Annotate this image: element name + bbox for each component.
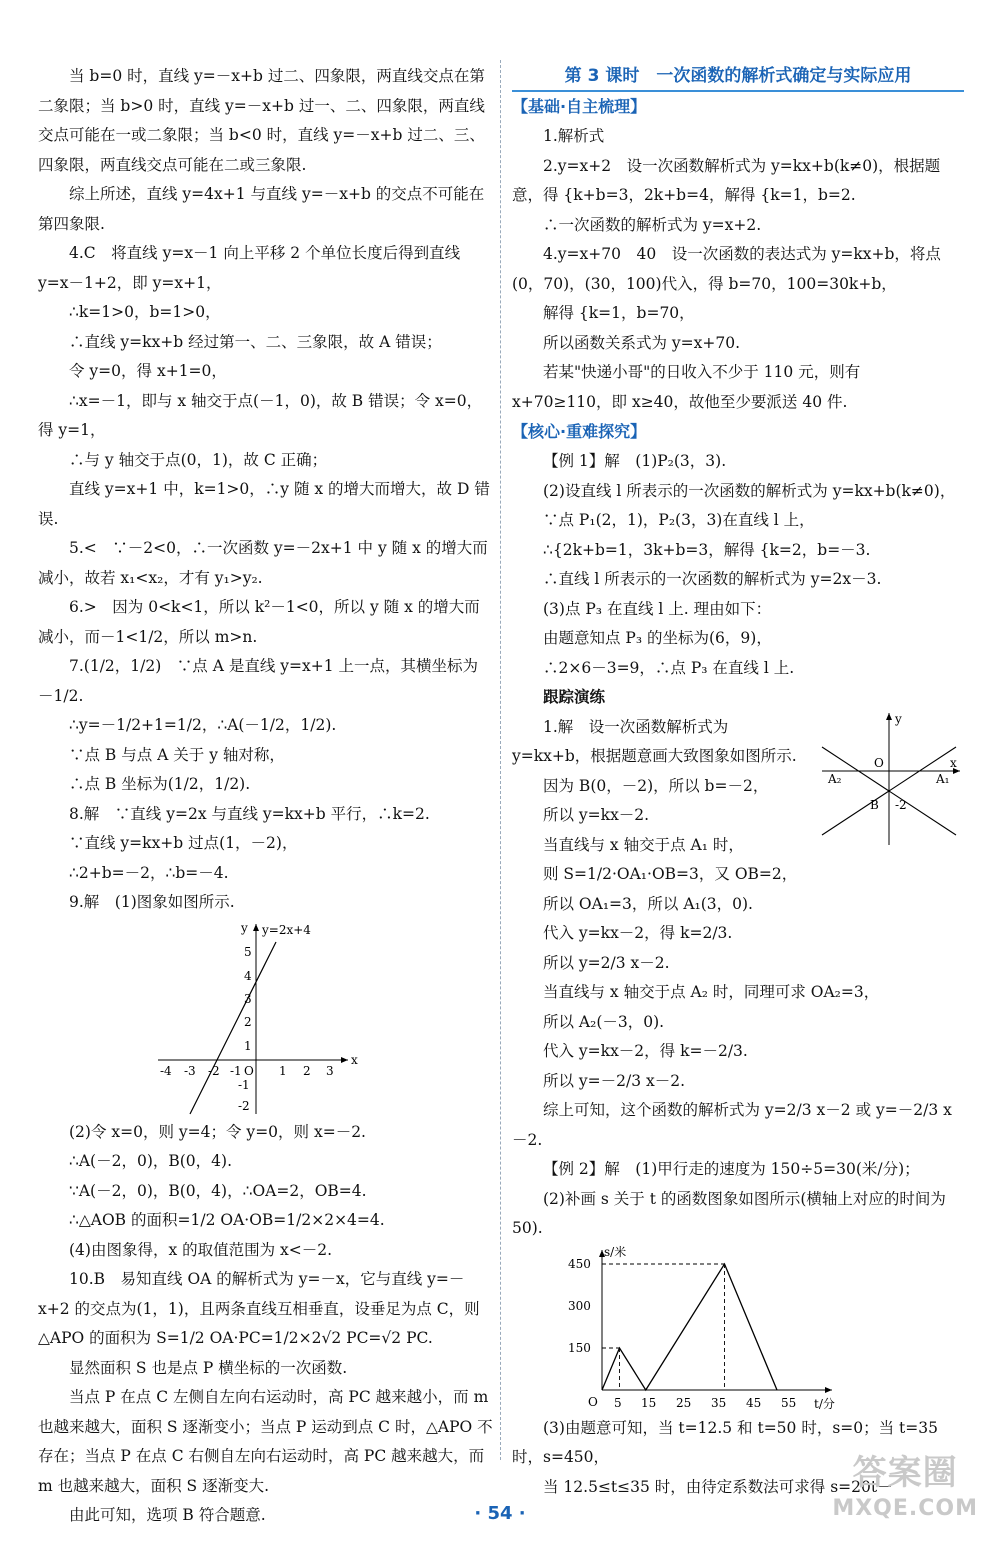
text-line: 则 S=1/2·OA₁·OB=3，又 OB=2， [543, 865, 798, 883]
answer-5: 5.< ∵－2<0，∴一次函数 y=－2x+1 中 y 随 x 的增大而减小，故若 x₁<x₂，才有 y₁>y₂. [38, 539, 488, 587]
text-line: 1.解析式 [543, 127, 605, 145]
text-line: 所以 A₂(－3，0). [543, 1012, 665, 1031]
text-line: 令 y=0，得 x+1=0， [69, 362, 227, 380]
track-block [512, 713, 964, 831]
text-line: ∴点 B 坐标为(1/2，1/2). [69, 775, 251, 793]
text-line: 当点 P 在点 C 左侧自左向右运动时，高 PC 越来越小，而 m 也越来越大，面积 S 逐渐变小；当点 P 运动到点 C 时，△APO 不存在；当点 P 在点 C 右侧自左向右运动时，高 PC 越来越大，而 m 也越来越大，面积 S 逐渐变大. [38, 1388, 493, 1495]
y-tick: 1 [244, 1038, 252, 1053]
x-tick: 5 [614, 1395, 622, 1410]
text-line: ∴x=－1，即与 x 轴交于点(－1，0)，故 B 错误；令 x=0，得 y=1， [38, 391, 483, 439]
answer-9: 9.解 (1)图象如图所示. [69, 893, 235, 911]
x-tick: 45 [746, 1395, 762, 1410]
origin-label: O [588, 1394, 598, 1409]
answer-10: 10.B 易知直线 OA 的解析式为 y=－x，它与直线 y=－x+2 的交点为(1，1)，且两条直线互相垂直，设垂足为点 C，则△APO 的面积为 S=1/2 OA·PC=1/2×2√2 PC=√2 PC. [38, 1270, 480, 1347]
x-tick: 25 [676, 1395, 692, 1410]
y-tick: 150 [568, 1340, 591, 1355]
text-line: 直线 y=x+1 中，k=1>0，∴y 随 x 的增大而增大，故 D 错误. [38, 480, 490, 528]
text-line: 所以 y=－2/3 x－2. [543, 1071, 686, 1090]
x-tick: 1 [279, 1063, 287, 1078]
text-line: 代入 y=kx－2，得 k=－2/3. [543, 1042, 748, 1060]
answer-7: 7.(1/2，1/2) ∵点 A 是直线 y=x+1 上一点，其横坐标为－1/2. [38, 657, 479, 705]
y-tick: 2 [244, 1014, 252, 1029]
text-line: ∵点 P₁(2，1)，P₂(3，3)在直线 l 上， [543, 511, 815, 529]
watermark-bottom: MXQE.COM [832, 1496, 978, 1521]
track-answer-1: 1.解 设一次函数解析式为 y=kx+b，根据题意画大致图象如图所示. [512, 717, 797, 765]
x-tick: 15 [641, 1395, 657, 1410]
text-line: 代入 y=kx－2，得 k=2/3. [543, 924, 733, 942]
line-label: y=2x+4 [262, 922, 311, 937]
axis-y-label: y [241, 920, 248, 935]
tracking-practice-heading: 跟踪演练 [543, 688, 606, 706]
x-tick: 3 [326, 1063, 334, 1078]
y-tick: 300 [568, 1298, 591, 1313]
text-line: 因为 B(0，－2)，所以 b=－2， [543, 776, 769, 795]
y-tick: 5 [244, 944, 252, 959]
graph-track [814, 709, 964, 849]
axis-y-label: y [895, 711, 902, 726]
text-line: ∴k=1>0，b=1>0， [69, 303, 221, 321]
text-line: 当直线与 x 轴交于点 A₁ 时， [543, 835, 744, 854]
text-line: (2)补画 s 关于 t 的函数图象如图所示(横轴上对应的时间为 50). [512, 1189, 946, 1237]
text-line: 综上所述，直线 y=4x+1 与直线 y=－x+b 的交点不可能在第四象限. [38, 185, 485, 233]
text-line: 当直线与 x 轴交于点 A₂ 时，同理可求 OA₂=3， [543, 983, 880, 1001]
text-line: ∴2×6－3=9，∴点 P₃ 在直线 l 上. [543, 658, 795, 677]
lesson-title: 第 3 课时 一次函数的解析式确定与实际应用 [512, 62, 964, 92]
text-line: 由题意知点 P₃ 的坐标为(6，9)， [543, 629, 772, 647]
text-line: 当 b=0 时，直线 y=－x+b 过二、四象限，两直线交点在第二象限；当 b>0 时，直线 y=－x+b 过一、二、四象限，两直线交点可能在一或二象限；当 b<0 时，直线 y=－x+b 过二、三、四象限，两直线交点可能在二或三象限. [38, 67, 485, 174]
text-line: 4.y=x+70 40 设一次函数的表达式为 y=kx+b，将点(0，70)，(30，100)代入，得 b=70，100=30k+b， [512, 245, 941, 293]
text-line: 解得 {k=1，b=70， [543, 304, 695, 322]
text-line: ∴△AOB 的面积=1/2 OA·OB=1/2×2×4=4. [69, 1211, 385, 1229]
text-line: ∴{2k+b=1，3k+b=3，解得 {k=2，b=－3. [543, 540, 871, 559]
text-line: 所以 y=2/3 x－2. [543, 953, 670, 972]
watermark-top: 答案圈 [852, 1453, 958, 1493]
y-tick: -2 [238, 1098, 250, 1113]
text-line: 由此可知，选项 B 符合题意. [69, 1506, 266, 1524]
text-line: ∴直线 y=kx+b 经过第一、二、三象限，故 A 错误； [69, 332, 442, 351]
text-line: 所以函数关系式为 y=x+70. [543, 333, 741, 352]
x-tick: 55 [781, 1395, 797, 1410]
s-t-graph-line [602, 1264, 777, 1390]
text-line: ∴2+b=－2，∴b=－4. [69, 863, 229, 882]
watermark [832, 1455, 978, 1527]
axis-x-label: t/分 [814, 1396, 835, 1411]
point-a1-label: A₁ [936, 771, 950, 786]
text-line: (3)由题意可知，当 t=12.5 和 t=50 时，s=0；当 t=35 时，s=450， [512, 1418, 939, 1466]
example-2: 【例 2】解 (1)甲行走的速度为 150÷5=30(米/分)； [543, 1160, 920, 1178]
text-line: (2)令 x=0，则 y=4；令 y=0，则 x=－2. [69, 1122, 366, 1141]
text-line: 所以 OA₁=3，所以 A₁(3，0). [543, 894, 753, 913]
y-tick: 4 [244, 968, 252, 983]
column-divider [500, 60, 501, 1460]
axis-x-label: x [950, 755, 957, 770]
x-tick: -3 [184, 1063, 196, 1078]
origin-label: O [874, 755, 884, 770]
b-value-label: -2 [895, 797, 907, 812]
text-line: ∴与 y 轴交于点(0，1)，故 C 正确； [69, 450, 328, 469]
y-tick: 3 [244, 991, 252, 1006]
x-tick: -2 [208, 1063, 220, 1078]
x-tick: -1 [230, 1063, 242, 1078]
text-line: (2)设直线 l 所表示的一次函数的解析式为 y=kx+b(k≠0)， [543, 481, 956, 500]
page-number: · 54 · [474, 1503, 526, 1524]
example-1: 【例 1】解 (1)P₂(3，3). [543, 452, 727, 470]
graph-9 [148, 918, 378, 1118]
text-line: ∵直线 y=kx+b 过点(1，－2)， [69, 834, 298, 852]
text-line: 显然面积 S 也是点 P 横坐标的一次函数. [69, 1358, 348, 1377]
x-tick: 2 [303, 1063, 311, 1078]
text-line: ∴一次函数的解析式为 y=x+2. [543, 215, 762, 234]
graph-example-2 [552, 1244, 852, 1414]
left-column [38, 62, 493, 1531]
y-tick: 450 [568, 1256, 591, 1271]
text-line: (3)点 P₃ 在直线 l 上. 理由如下： [543, 599, 772, 618]
text-line: ∴y=－1/2+1=1/2，∴A(－1/2，1/2). [69, 716, 337, 734]
answer-6: 6.> 因为 0<k<1，所以 k²－1<0，所以 y 随 x 的增大而减小，而－1<1/2，所以 m>n. [38, 598, 480, 646]
answer-4: 4.C 将直线 y=x－1 向上平移 2 个单位长度后得到直线 y=x－1+2，即 y=x+1， [38, 244, 461, 292]
answer-8: 8.解 ∵直线 y=2x 与直线 y=kx+b 平行，∴k=2. [69, 804, 430, 823]
text-line: 2.y=x+2 设一次函数解析式为 y=kx+b(k≠0)，根据题意，得 {k+b=3，2k+b=4，解得 {k=1，b=2. [512, 156, 941, 204]
point-b-label: B [870, 797, 879, 812]
x-tick: -4 [160, 1063, 172, 1078]
text-line: 若某"快递小哥"的日收入不少于 110 元，则有 x+70≥110，即 x≥40，故他至少要派送 40 件. [512, 363, 861, 411]
axis-x-label: x [351, 1052, 358, 1067]
text-line: ∵点 B 与点 A 关于 y 轴对称， [69, 745, 285, 764]
text-line: ∴直线 l 所表示的一次函数的解析式为 y=2x－3. [543, 570, 882, 588]
text-line: ∴A(－2，0)，B(0，4). [69, 1152, 233, 1170]
text-line: 综上可知，这个函数的解析式为 y=2/3 x－2 或 y=－2/3 x－2. [512, 1101, 952, 1149]
text-line: 所以 y=kx－2. [543, 806, 650, 824]
text-line: ∵A(－2，0)，B(0，4)，∴OA=2，OB=4. [69, 1181, 367, 1200]
point-a2-label: A₂ [828, 771, 842, 786]
text-line: (4)由图象得，x 的取值范围为 x<－2. [69, 1240, 333, 1259]
section-basic: 【基础·自主梳理】 [512, 97, 647, 116]
right-column [512, 62, 964, 1502]
y-tick: -1 [238, 1077, 250, 1092]
section-core: 【核心·重难探究】 [512, 422, 647, 441]
axis-y-label: s/米 [604, 1244, 627, 1259]
origin-label: O [244, 1063, 254, 1078]
x-tick: 35 [711, 1395, 727, 1410]
text-line: 当 12.5≤t≤35 时，由待定系数法可求得 s=20t－ [543, 1477, 893, 1496]
